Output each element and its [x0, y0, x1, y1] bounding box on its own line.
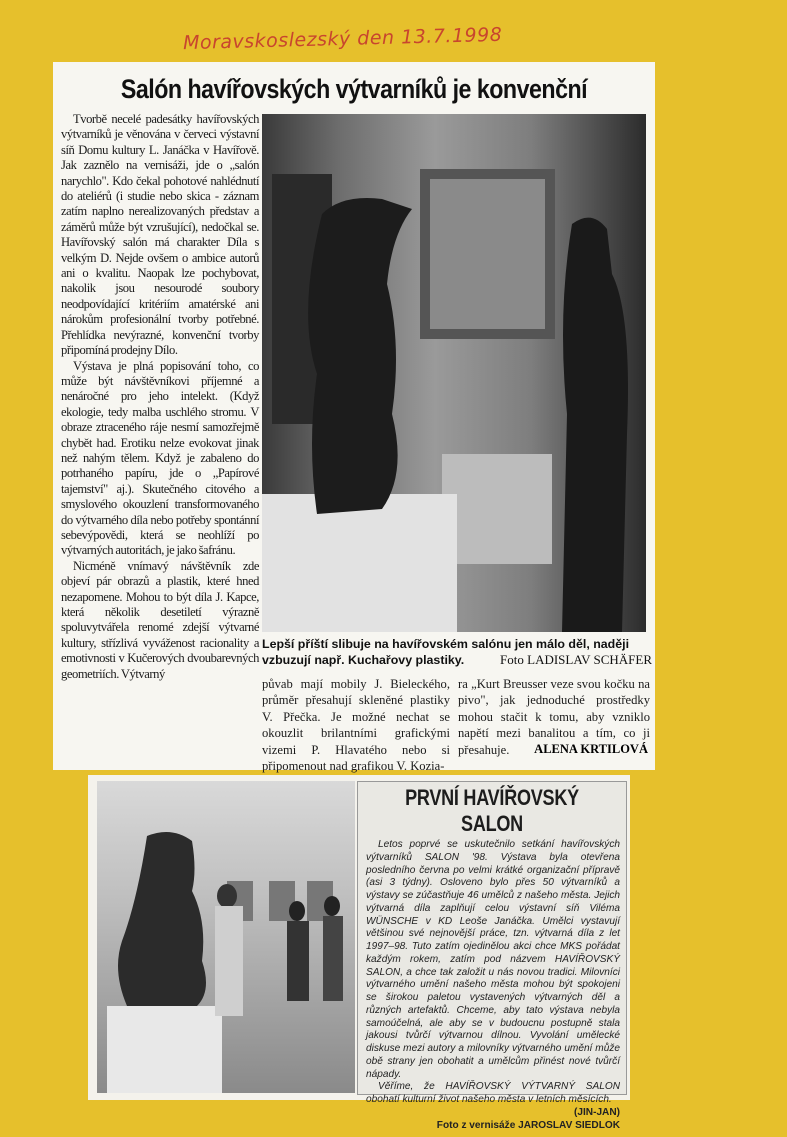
paragraph: Letos poprvé se uskutečnilo setkání havířovských výtvarníků SALON '98. Výstava byla otevřena posledního června po velmi krátké organizační přípravě (asi 3 týdny). Osloveno bylo přes 50 výtvarníků a výstavy se zúčastňuje 46 umělců z našeho města. Jejich výtvarná díla zaplňují celou výstavní síň Viléma WÜNSCHE v KD Leoše Janáčka. Umělci vystavují většinou své nejnovější práce, tzn. výtvarná díla z let 1997–98. Tuto zatím ojedinělou akci chce MKS pořádat každým rokem, zatím pod názvem HAVÍŘOVSKÝ SALON, a chce tak založit u nás novou tradici. Milovníci výtvarného umění našeho města mohou být spokojeni se širokou paletou vystavených výtvarných děl a různých artefaktů. Chceme, aby tato výstava nebyla samoúčelná, ale aby se v budoucnu postupně stala jakousi tvůrčí výtvarnou dílnou. Vyvolání umělecké diskuse mezi autory a milovníky výtvarného umění může obě strany jen obohatit a umělcům přinést nové tvůrčí nápady. [366, 839, 620, 1080]
sculpture-photo-graphic [262, 114, 646, 632]
vernissage-photo-graphic [97, 781, 355, 1093]
news-box [357, 781, 627, 1131]
photo-caption [262, 636, 652, 668]
exhibition-photo [262, 114, 646, 632]
article-left-column [61, 112, 259, 682]
paragraph: Nicméně vnímavý návštěvník zde objeví pár obrazů a plastik, které hned nezapomene. Mohou to být díla J. Kapce, která několik desetiletí výrazně spoluvytvářela renomé zdejší výtvarné kultury, střízlivá vyváženost racionality a emotivnosti v Kučerových dvoubarevných geometriích. Výtvarný [61, 558, 259, 681]
article-author: ALENA KRTILOVÁ [534, 742, 648, 756]
vernissage-photo [97, 781, 355, 1093]
handwritten-source-note: Moravskoslezský den 13.7.1998 [182, 23, 503, 55]
news-box-photo-credit: Foto z vernisáže JAROSLAV SIEDLOK [436, 1119, 620, 1131]
article-headline: Salón havířovských výtvarníků je konvenční [120, 74, 588, 104]
caption-text: Lepší příští slibuje na havířovském salónu jen málo děl, naději vzbuzují např. Kuchařovy plastiky. [262, 637, 630, 667]
paragraph: půvab mají mobily J. Bieleckého, průměr přesahují skleněné plastiky V. Přečka. Je možné nechat se okouzlit brilantními grafickými vizemi P. Hlavatého nebo si připomenout nad grafikou V. Kozia- [262, 677, 450, 774]
article-clipping [53, 62, 655, 774]
paragraph: ra „Kurt Breusser veze svou kočku na pivo", jak jednoduché prostředky mohou stačit k tomu, aby vzniklo napětí mezi banalitou a tím, co ji přesahuje. [458, 677, 650, 757]
news-box-body [358, 837, 626, 1132]
news-box-signature: (JIN-JAN) [574, 1106, 620, 1118]
second-clipping [88, 775, 630, 1131]
paragraph: Výstava je plná popisování toho, co může být návštěvníkovi příjemné a nenáročné pro jeho intelekt. (Když ekologie, tedy malba uschlého stromu. V obraze ztraceného ráje nesmí samozřejmě chybět had. Erotiku nelze evokovat jinak než nahým tělem. Když je zabaleno do potrhaného papíru, jde o „Papírové tajemství" aj.). Skutečného citového a smyslového okouzlení transformovaného do výtvarného díla nebo potřeby spontánní sebevýpovědi, která se neohlíží po výtvarných autoritách, je jako šafránu. [61, 358, 259, 558]
paragraph: Věříme, že HAVÍŘOVSKÝ VÝTVARNÝ SALON obohatí kulturní život našeho města v letních měsících. [366, 1081, 620, 1105]
photo-credit: Foto LADISLAV SCHÄFER [500, 652, 652, 667]
article-bottom-column-1 [262, 676, 450, 775]
news-box-headline: PRVNÍ HAVÍŘOVSKÝ SALON [405, 785, 579, 836]
paragraph: Tvorbě necelé padesátky havířovských výtvarníků je věnována v červeci výstavní síň Domu kultury L. Janáčka v Havířově. Jak zaznělo na vernisáži, jde o „salón narychlo". Kdo čekal pohotové nahlédnutí do ateliérů (i studie nebo skica - záznam zatím naplno nerealizovaných představ a záměrů může být vzrušující), nedočkal se. Havířovský salón má charakter Díla s velkým D. Nejde ovšem o ambice autorů ani o kvalitu. Naopak lze pochybovat, nakolik jsou nesourodé soubory neodpovídající kritériím amatérské ani nárokům profesionální tvorby potřebné. Přehlídka nevýrazné, konvenční tvorby připomíná prodejny Dílo. [61, 112, 259, 358]
